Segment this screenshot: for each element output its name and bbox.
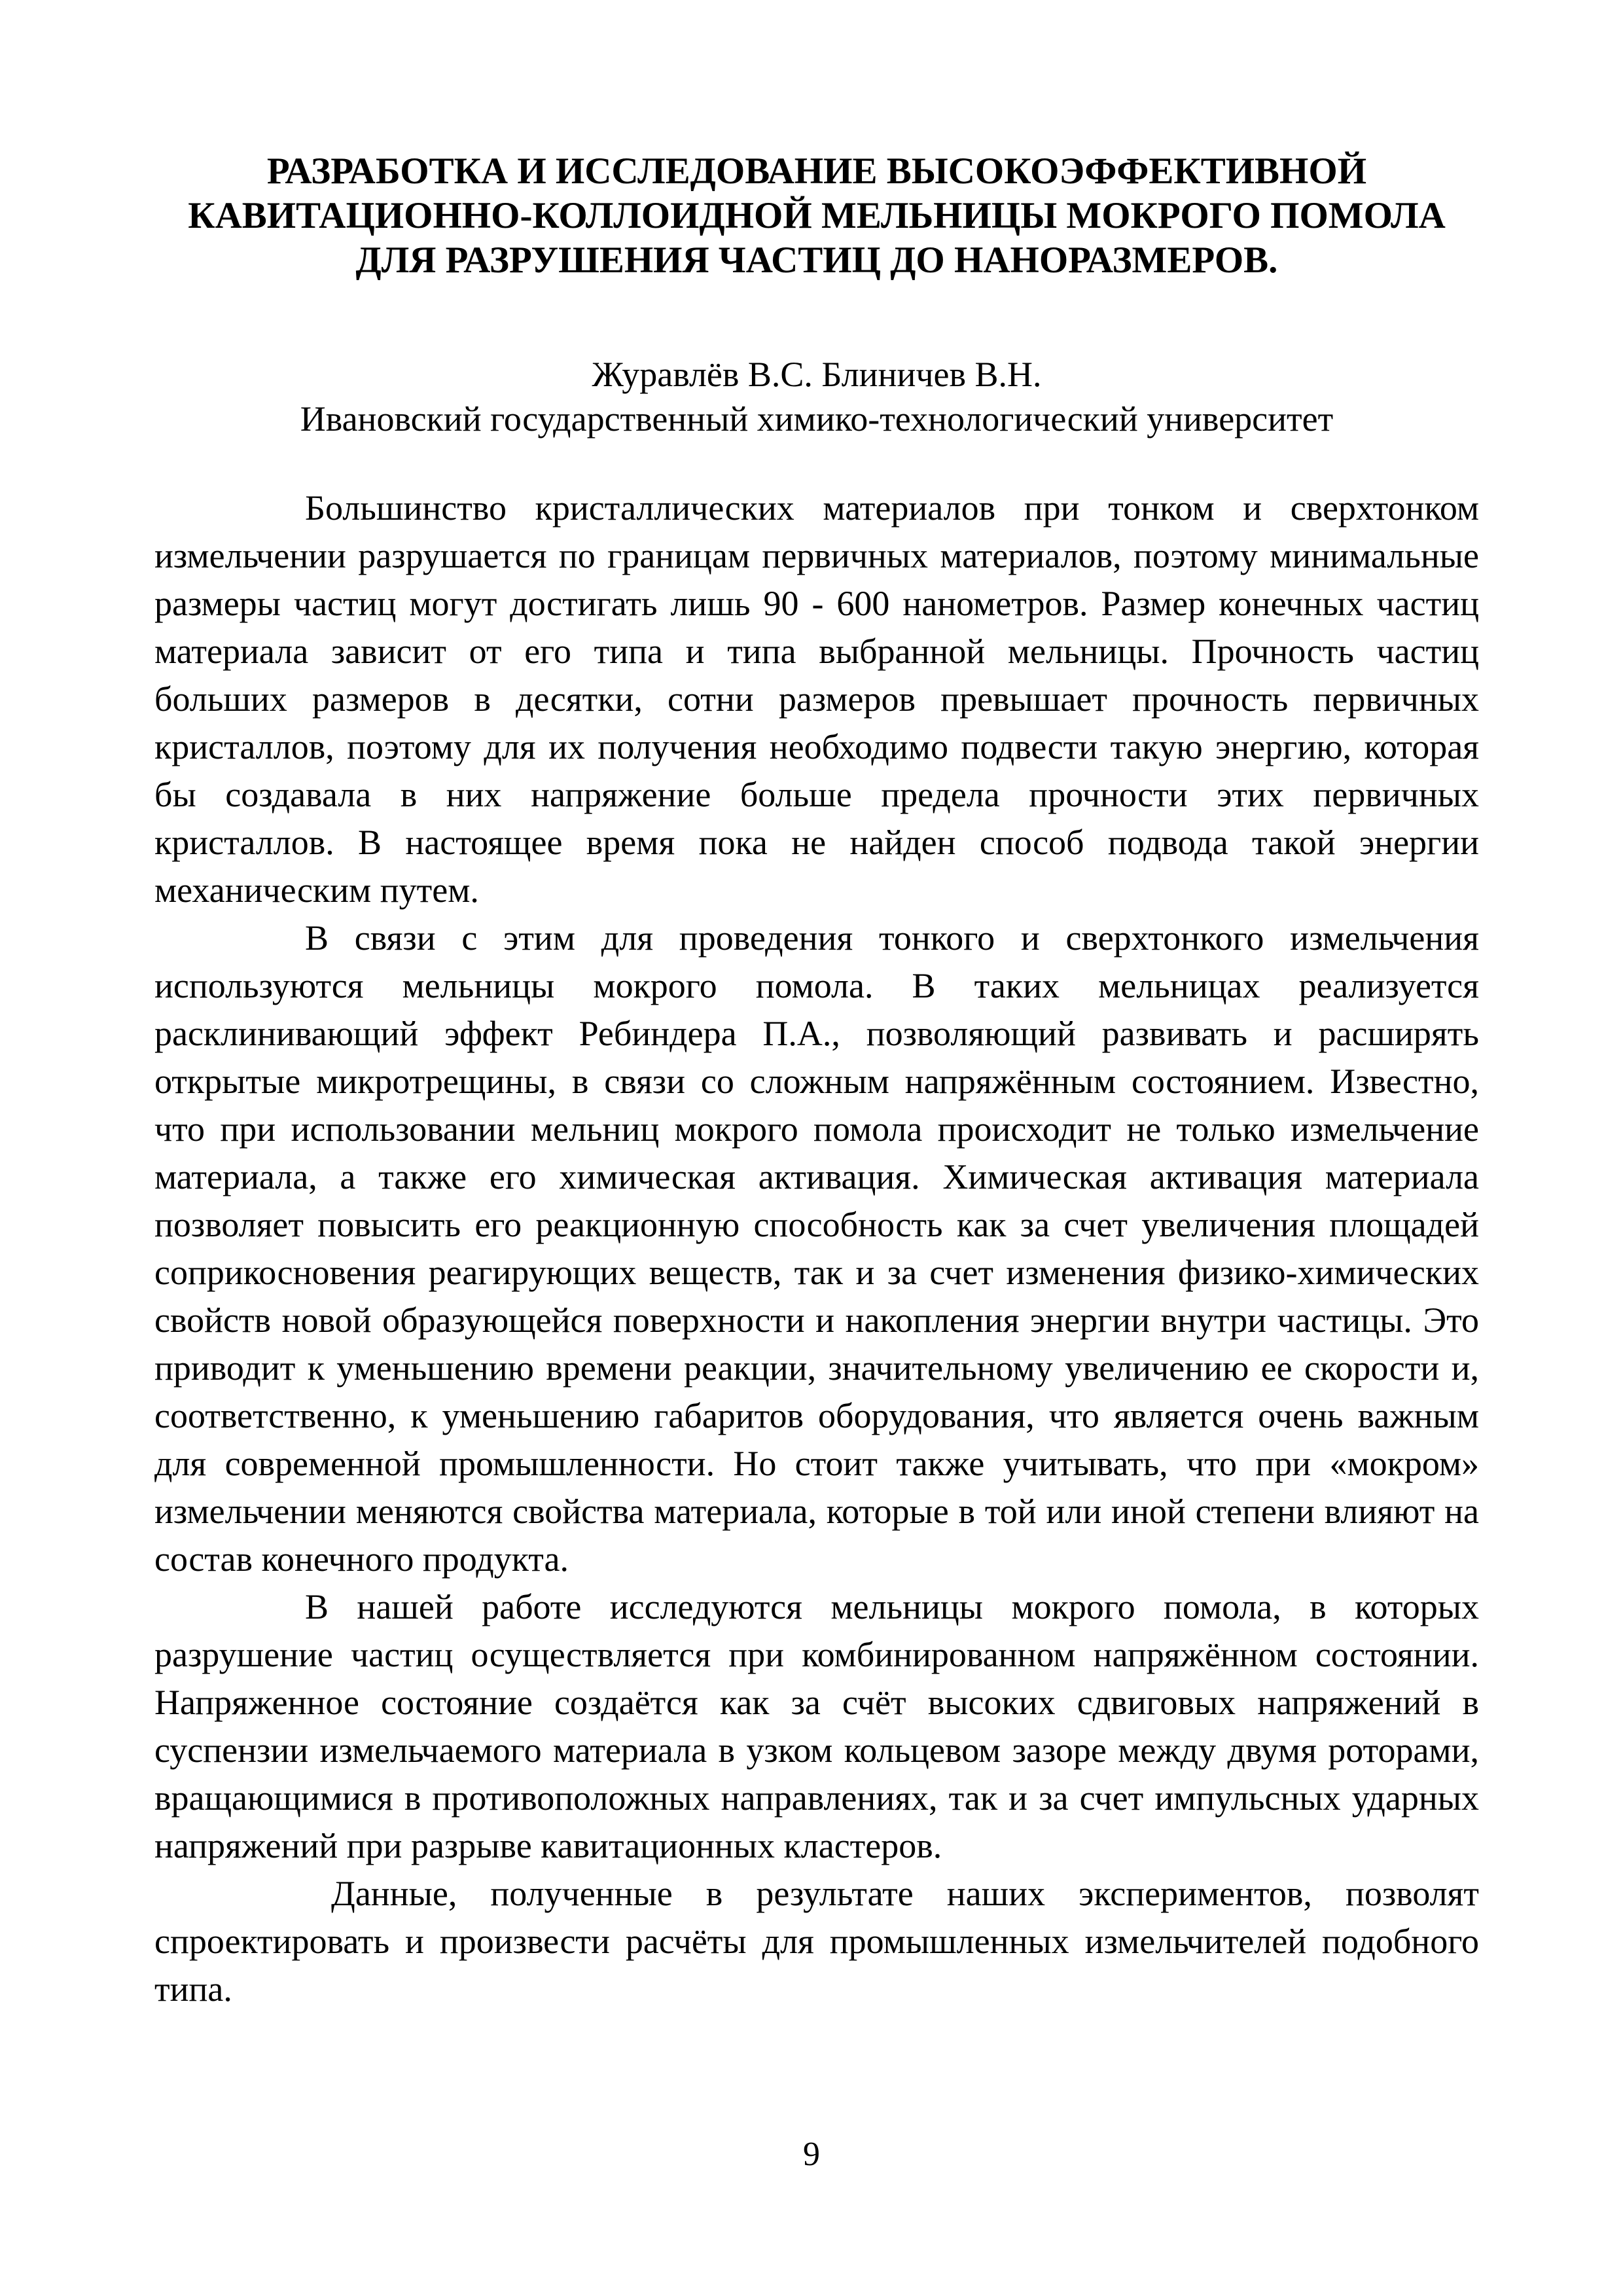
title-line-3: ДЛЯ РАЗРУШЕНИЯ ЧАСТИЦ ДО НАНОРАЗМЕРОВ.: [355, 240, 1278, 281]
paper-title: [154, 149, 1479, 283]
document-page: [154, 149, 1479, 2013]
paragraph-2: В связи с этим для проведения тонкого и сверхтонкого измельчения используются мельницы мокрого помола. В таких мельницах реализуется расклинивающий эффект Ребиндера П.А., позволяющий развивать и расширять открытые микротрещины, в связи со сложным напряжённым состоянием. Известно, что при использовании мельниц мокрого помола происходит не только измельчение материала, а также его химическая активация. Химическая активация материала позволяет повысить его реакционную способность как за счет увеличения площадей соприкосновения реагирующих веществ, так и за счет изменения физико-химических свойств новой образующейся поверхности и накопления энергии внутри частицы. Это приводит к уменьшению времени реакции, значительному увеличению ее скорости и, соответственно, к уменьшению габаритов оборудования, что является очень важным для современной промышленности. Но стоит также учитывать, что при «мокром» измельчении меняются свойства материала, которые в той или иной степени влияют на состав конечного продукта.: [154, 918, 1479, 1579]
paragraph-3: В нашей работе исследуются мельницы мокрого помола, в которых разрушение частиц осуществляется при комбинированном напряжённом состоянии. Напряженное состояние создаётся как за счёт высоких сдвиговых напряжений в суспензии измельчаемого материала в узком кольцевом зазоре между двумя роторами, вращающимися в противоположных направлениях, так и за счет импульсных ударных напряжений при разрыве кавитационных кластеров.: [154, 1587, 1479, 1865]
affiliation: Ивановский государственный химико-технологический университет: [300, 399, 1334, 439]
authors: Журавлёв В.С. Блиничев В.Н.: [592, 355, 1042, 394]
paragraph-1: Большинство кристаллических материалов при тонком и сверхтонком измельчении разрушается по границам первичных материалов, поэтому минимальные размеры частиц могут достигать лишь 90 - 600 нанометров. Размер конечных частиц материала зависит от его типа и типа выбранной мельницы. Прочность частиц больших размеров в десятки, сотни размеров превышает прочность первичных кристаллов, поэтому для их получения необходимо подвести такую энергию, которая бы создавала в них напряжение больше предела прочности этих первичных кристаллов. В настоящее время пока не найден способ подвода такой энергии механическим путем.: [154, 488, 1479, 910]
paragraph-4: Данные, полученные в результате наших экспериментов, позволят спроектировать и произвести расчёты для промышленных измельчителей подобного типа.: [154, 1874, 1479, 2009]
page-number: 9: [803, 2136, 820, 2173]
body-text: [154, 484, 1479, 2013]
title-line-2: КАВИТАЦИОННО-КОЛЛОИДНОЙ МЕЛЬНИЦЫ МОКРОГО ПОМОЛА: [188, 195, 1446, 236]
title-line-1: РАЗРАБОТКА И ИССЛЕДОВАНИЕ ВЫСОКОЭФФЕКТИВНОЙ: [266, 151, 1367, 192]
